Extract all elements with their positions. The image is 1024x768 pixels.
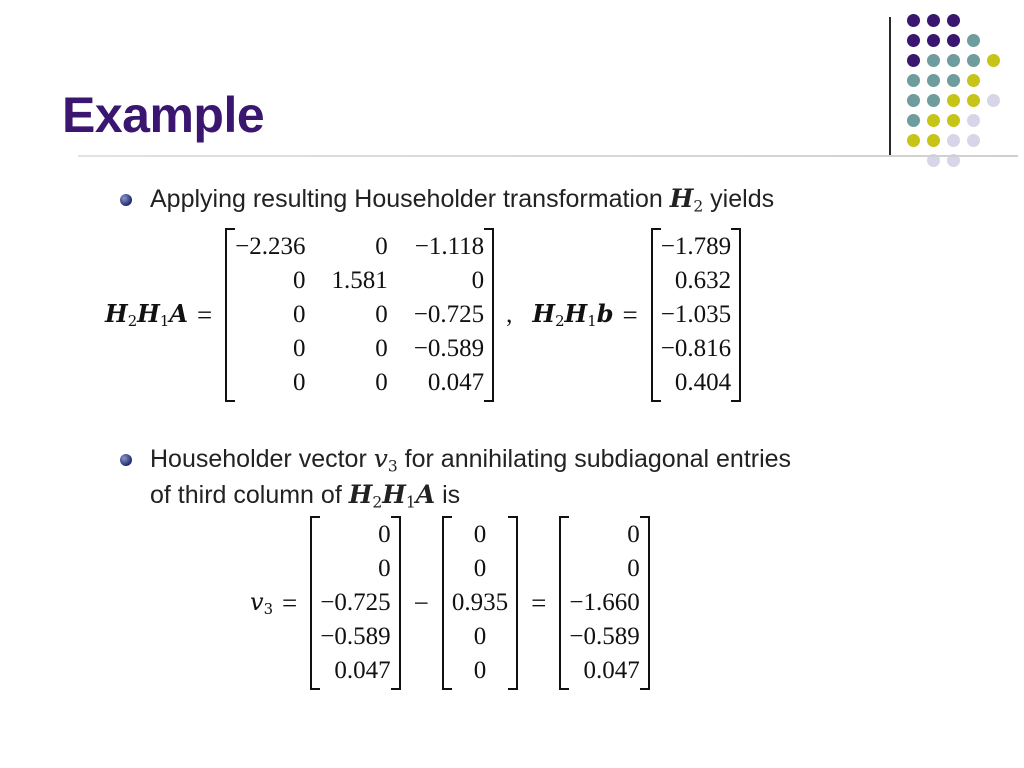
decoration-dot bbox=[927, 134, 940, 147]
decoration-dot bbox=[947, 94, 960, 107]
decoration-dot bbox=[967, 34, 980, 47]
decoration-dot bbox=[967, 74, 980, 87]
eq2-lhs-sub: 3 bbox=[263, 600, 274, 619]
matrix-entry: 0 bbox=[375, 301, 388, 328]
decoration-dot bbox=[907, 14, 920, 27]
matrix-entry: 1.581 bbox=[331, 267, 388, 294]
matrix-entry: 0.632 bbox=[674, 267, 732, 294]
eq2-equals: = bbox=[282, 587, 298, 618]
bullet-2-line-2-math bbox=[348, 480, 436, 512]
eq1-matrix bbox=[225, 228, 494, 402]
bullet-2-math-a: H bbox=[348, 480, 373, 509]
decoration-dot bbox=[967, 94, 980, 107]
decoration-dot bbox=[927, 94, 940, 107]
slide-title: Example bbox=[62, 87, 265, 143]
bullet-2-line-1-math bbox=[373, 444, 398, 476]
decoration-dot bbox=[907, 114, 920, 127]
decoration-dot bbox=[967, 134, 980, 147]
matrix-entry: −0.589 bbox=[413, 335, 485, 362]
decoration-dot bbox=[947, 114, 960, 127]
decoration-dot bbox=[947, 14, 960, 27]
bullet-2-math-a-sub: 2 bbox=[372, 493, 383, 512]
eq2-lhs-base: v bbox=[250, 587, 264, 616]
matrix-entry: 0 bbox=[473, 555, 487, 582]
matrix-entry: −0.589 bbox=[320, 623, 391, 650]
bullet-1-after: yields bbox=[703, 185, 775, 213]
vertical-divider bbox=[889, 17, 891, 155]
matrix-entry: 0 bbox=[293, 335, 306, 362]
matrix-entry: −0.589 bbox=[569, 623, 640, 650]
bullet-1-math-sub: 2 bbox=[693, 197, 704, 216]
bullet-2-math-base: v bbox=[373, 444, 388, 473]
decoration-dot bbox=[967, 54, 980, 67]
matrix-entry: 0 bbox=[293, 267, 306, 294]
eq1-rhs-a-sub: 2 bbox=[555, 312, 565, 331]
equation-1 bbox=[105, 228, 745, 402]
eq2-vector-a bbox=[310, 516, 400, 690]
decoration-dot bbox=[907, 134, 920, 147]
bullet-1-math-base: H bbox=[669, 184, 694, 213]
matrix-entry: 0 bbox=[375, 335, 388, 362]
eq1-equals: = bbox=[196, 299, 213, 330]
bullet-2-line-1-before: Householder vector bbox=[150, 445, 374, 473]
matrix-entry: 0.047 bbox=[334, 657, 391, 684]
matrix-entry: 0 bbox=[293, 301, 306, 328]
matrix-entry: 0.935 bbox=[451, 589, 509, 616]
decoration-dot bbox=[967, 114, 980, 127]
eq1-lhs-c: A bbox=[169, 299, 188, 329]
matrix-entry: 0 bbox=[375, 369, 388, 396]
matrix-entry: 0 bbox=[378, 555, 391, 582]
decoration-dots bbox=[0, 0, 1024, 170]
bullet-2-line-1-after: for annihilating subdiagonal entries bbox=[397, 445, 792, 473]
matrix-entry: 0 bbox=[471, 267, 485, 294]
eq1-rhs-c: b bbox=[596, 299, 614, 329]
eq1-lhs-b: H bbox=[137, 299, 160, 329]
decoration-dot bbox=[907, 74, 920, 87]
matrix-entry: 0 bbox=[378, 521, 391, 548]
eq1-rhs-b-sub: 1 bbox=[587, 312, 597, 331]
eq2-minus: − bbox=[413, 587, 429, 618]
bullet-2-line-2-before: of third column of bbox=[150, 481, 349, 509]
matrix-entry: −0.725 bbox=[413, 301, 485, 328]
equation-2 bbox=[250, 516, 654, 690]
eq1-equals-2: = bbox=[622, 299, 638, 330]
matrix-entry: 0.047 bbox=[583, 657, 640, 684]
matrix-entry: −0.816 bbox=[660, 335, 732, 362]
matrix-entry: −2.236 bbox=[235, 233, 306, 260]
matrix-entry: 0 bbox=[473, 657, 487, 684]
eq2-equals-2: = bbox=[531, 587, 547, 618]
eq1-lhs-a: H bbox=[105, 299, 128, 329]
decoration-dot bbox=[907, 34, 920, 47]
eq1-vector bbox=[651, 228, 741, 402]
matrix-entry: 0 bbox=[293, 369, 306, 396]
decoration-dot bbox=[927, 74, 940, 87]
decoration-dot bbox=[947, 134, 960, 147]
bullet-dot-icon bbox=[120, 454, 132, 466]
bullet-1-text bbox=[150, 182, 774, 223]
bullet-2-math-b: H bbox=[382, 480, 406, 509]
bullet-2-math-b-sub: 1 bbox=[405, 493, 416, 512]
decoration-dot bbox=[927, 34, 940, 47]
decoration-dot bbox=[947, 74, 960, 87]
eq1-rhs-b: H bbox=[564, 299, 588, 329]
matrix-entry: −1.035 bbox=[660, 301, 732, 328]
bullet-dot-icon bbox=[120, 194, 132, 206]
eq1-lhs-b-sub: 1 bbox=[159, 312, 170, 331]
matrix-entry: 0 bbox=[473, 521, 487, 548]
matrix-entry: 0.404 bbox=[674, 369, 732, 396]
decoration-dot bbox=[927, 54, 940, 67]
eq1-comma: , bbox=[506, 301, 513, 328]
bullet-1-math bbox=[669, 184, 704, 216]
bullet-2-math-c: A bbox=[415, 480, 436, 509]
decoration-dot bbox=[927, 114, 940, 127]
decoration-dot bbox=[907, 54, 920, 67]
eq1-lhs-a-sub: 2 bbox=[127, 312, 138, 331]
eq2-vector-b bbox=[442, 516, 518, 690]
eq2-vector-c bbox=[559, 516, 649, 690]
decoration-dot bbox=[987, 54, 1000, 67]
matrix-entry: −1.789 bbox=[660, 233, 732, 260]
eq1-rhs-a: H bbox=[532, 299, 556, 329]
bullet-2-line-2 bbox=[150, 478, 460, 519]
decoration-dot bbox=[927, 14, 940, 27]
bullet-2-math-sub: 3 bbox=[387, 457, 398, 476]
decoration-dot bbox=[987, 94, 1000, 107]
matrix-entry: 0 bbox=[627, 555, 640, 582]
decoration-dot bbox=[947, 54, 960, 67]
decoration-dot bbox=[907, 94, 920, 107]
matrix-entry: −0.725 bbox=[320, 589, 391, 616]
matrix-entry: −1.118 bbox=[414, 233, 485, 260]
matrix-entry: 0 bbox=[473, 623, 487, 650]
bullet-1-before: Applying resulting Householder transformation bbox=[150, 185, 670, 213]
eq1-lhs bbox=[105, 299, 188, 330]
title-underline bbox=[78, 155, 1018, 157]
bullet-2-line-2-after: is bbox=[435, 481, 461, 509]
matrix-entry: 0 bbox=[627, 521, 640, 548]
eq2-lhs bbox=[250, 588, 273, 618]
matrix-entry: 0.047 bbox=[427, 369, 485, 396]
matrix-entry: 0 bbox=[375, 233, 388, 260]
matrix-entry: −1.660 bbox=[569, 589, 640, 616]
decoration-dot bbox=[947, 34, 960, 47]
eq1-rhs-label bbox=[532, 299, 613, 330]
